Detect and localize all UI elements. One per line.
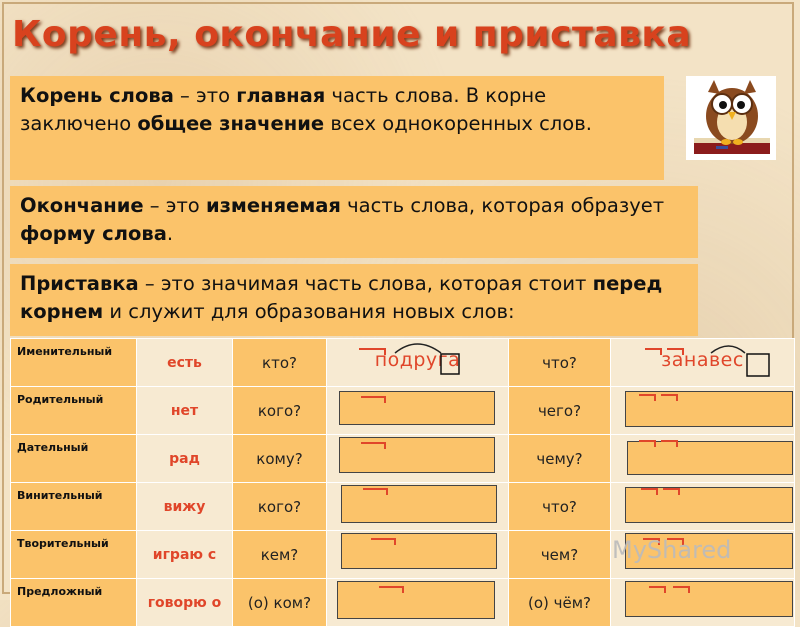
case-question-animate: кого? — [233, 387, 327, 435]
root-text-3: всех однокоренных слов. — [324, 112, 592, 135]
owl-illustration — [686, 76, 776, 160]
case-question-inanimate: что? — [509, 483, 611, 531]
prefix-mark — [327, 387, 509, 428]
ending-text-3: . — [166, 222, 174, 245]
case-question-animate: кому? — [233, 435, 327, 483]
case-example: говорю о — [137, 579, 233, 627]
answer-cell — [611, 579, 795, 627]
prefix-keyword-before-root: перед корнем — [20, 272, 663, 323]
morpheme-marks-podruga — [327, 339, 509, 380]
answer-cell — [327, 483, 509, 531]
case-question-inanimate: (о) чём? — [509, 579, 611, 627]
prefix-text-2: и служит для образования новых слов: — [103, 300, 515, 323]
prefix-mark — [611, 387, 795, 428]
ending-text-1: – это — [143, 194, 206, 217]
case-question-animate: кого? — [233, 483, 327, 531]
case-example: есть — [137, 339, 233, 387]
word-podruga: подруга — [374, 349, 461, 371]
prefix-mark — [327, 531, 509, 572]
case-question-animate: кто? — [233, 339, 327, 387]
slide-title: Корень, окончание и приставка — [12, 14, 692, 55]
case-question-inanimate: чего? — [509, 387, 611, 435]
owl-icon — [686, 76, 776, 160]
prefix-mark — [327, 483, 509, 524]
word-zanaves: занавес — [661, 349, 744, 371]
answer-cell — [327, 435, 509, 483]
table-row — [11, 483, 795, 531]
table-row — [11, 339, 795, 387]
ending-keyword-form: форму слова — [20, 222, 167, 245]
prefix-text-1: – это значимая часть слова, которая стоит — [138, 272, 593, 295]
case-example: вижу — [137, 483, 233, 531]
case-question-inanimate: что? — [509, 339, 611, 387]
root-keyword-meaning: общее значение — [137, 112, 325, 135]
prefix-mark — [327, 435, 509, 476]
answer-cell — [327, 387, 509, 435]
case-name: Винительный — [11, 483, 137, 531]
table-row — [11, 387, 795, 435]
prefix-definition-card — [10, 264, 698, 336]
case-name: Дательный — [11, 435, 137, 483]
root-definition-card — [10, 76, 664, 180]
prefix-term: Приставка — [20, 272, 139, 295]
prefix-mark — [611, 483, 795, 524]
table-row — [11, 435, 795, 483]
case-name: Именительный — [11, 339, 137, 387]
prefix-mark — [611, 435, 795, 476]
root-term: Корень слова — [20, 84, 174, 107]
case-example: нет — [137, 387, 233, 435]
case-question-inanimate: чему? — [509, 435, 611, 483]
morpheme-marks-zanaves — [611, 339, 795, 380]
answer-cell — [611, 483, 795, 531]
case-question-animate: кем? — [233, 531, 327, 579]
watermark: MyShared — [612, 536, 732, 564]
table-row — [11, 579, 795, 627]
answer-cell — [327, 531, 509, 579]
ending-definition-card — [10, 186, 698, 258]
word-cell-zanaves — [611, 339, 795, 387]
case-name: Предложный — [11, 579, 137, 627]
case-example: играю с — [137, 531, 233, 579]
ending-term: Окончание — [20, 194, 144, 217]
case-name: Родительный — [11, 387, 137, 435]
case-name: Творительный — [11, 531, 137, 579]
declension-table — [10, 338, 795, 627]
answer-cell — [327, 579, 509, 627]
case-question-animate: (о) ком? — [233, 579, 327, 627]
root-text-1: – это — [173, 84, 237, 107]
answer-cell — [611, 435, 795, 483]
word-cell-podruga — [327, 339, 509, 387]
ending-text-2: часть слова, которая образует — [340, 194, 665, 217]
root-keyword-main: главная — [236, 84, 326, 107]
answer-cell — [611, 387, 795, 435]
ending-keyword-changeable: изменяемая — [205, 194, 341, 217]
case-question-inanimate: чем? — [509, 531, 611, 579]
case-example: рад — [137, 435, 233, 483]
root-text-2: часть слова. В корне заключено — [20, 84, 547, 135]
